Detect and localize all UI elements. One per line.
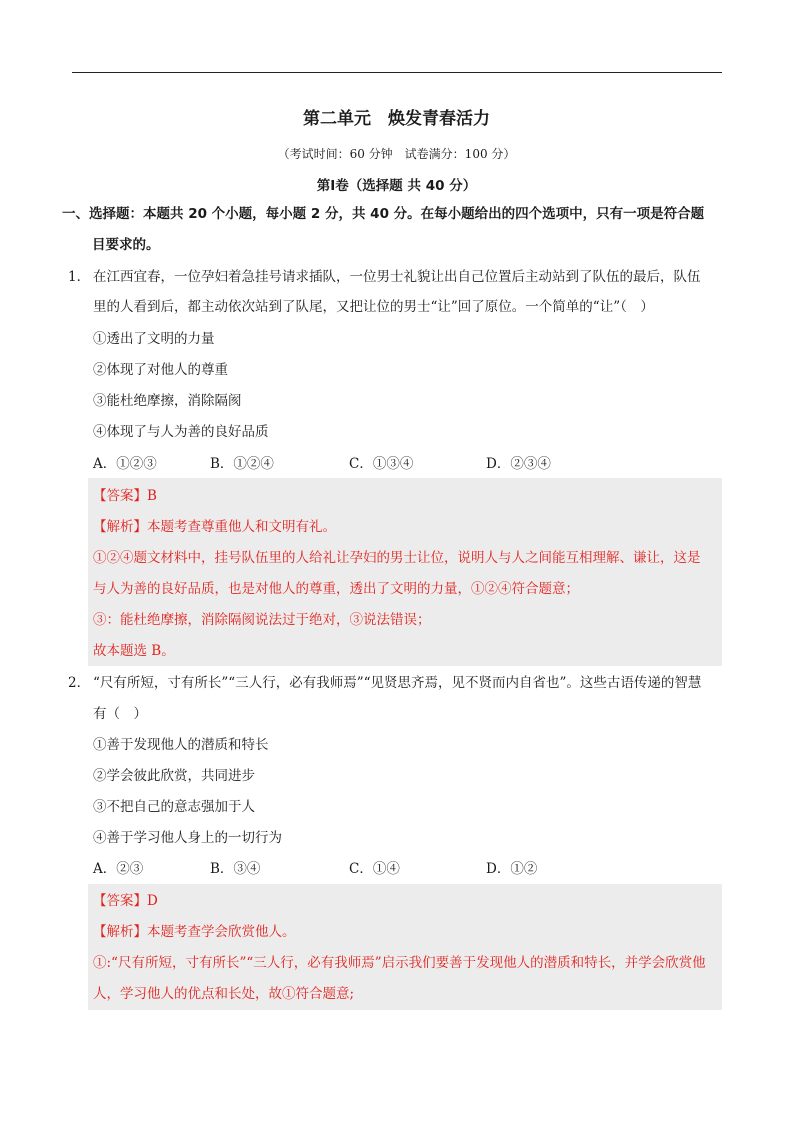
- top-rule: [72, 72, 722, 73]
- question-1-statement: ③能杜绝摩擦，消除隔阂: [93, 393, 242, 409]
- question-1-statement: ④体现了与人为善的良好品质: [93, 424, 269, 440]
- exam-info: （考试时间：60 分钟 试卷满分：100 分）: [277, 147, 516, 161]
- question-2-statement: ③不把自己的意志强加于人: [93, 799, 255, 815]
- question-1-statement: ②体现了对他人的尊重: [93, 362, 228, 378]
- analysis-1-line: 故本题选 B。: [93, 643, 175, 659]
- question-2-option-b: B．③④: [210, 861, 261, 877]
- question-1-stem: 在江西宜春，一位孕妇着急挂号请求插队，一位男士礼貌让出自己位置后主动站到了队伍的最后，队伍: [93, 269, 701, 285]
- question-1-option-a: A．①②③: [93, 456, 157, 472]
- page-title: 第二单元 焕发青春活力: [303, 109, 490, 129]
- question-1-option-b: B．①②④: [210, 456, 274, 472]
- question-2-statement: ④善于学习他人身上的一切行为: [93, 830, 282, 846]
- question-2-option-a: A．②③: [93, 861, 144, 877]
- analysis-2-title: 【解析】本题考查学会欣赏他人。: [93, 924, 296, 940]
- section-instructions-cont: 目要求的。: [92, 237, 160, 253]
- answer-2: 【答案】D: [93, 893, 158, 909]
- question-2-statement: ②学会彼此欣赏，共同进步: [93, 768, 255, 784]
- question-1-stem-cont: 里的人看到后，都主动依次站到了队尾，又把让位的男士“让”回了原位。一个简单的“让”（ ）: [93, 299, 654, 315]
- analysis-1-line: 与人为善的良好品质，也是对他人的尊重，透出了文明的力量，①②④符合题意；: [93, 581, 579, 597]
- question-2-option-d: D．①②: [486, 861, 538, 877]
- section-instructions: 一、选择题：本题共 20 个小题，每小题 2 分，共 40 分。在每小题给出的四个选项中，只有一项是符合题: [62, 206, 705, 222]
- analysis-1-line: ③：能杜绝摩擦，消除隔阂说法过于绝对，③说法错误；: [93, 612, 431, 628]
- question-2-statement: ①善于发现他人的潜质和特长: [93, 737, 269, 753]
- analysis-2-line: 人，学习他人的优点和长处，故①符合题意;: [93, 986, 355, 1002]
- question-2-stem: “尺有所短，寸有所长”“三人行，必有我师焉”“见贤思齐焉，见不贤而内自省也”。这些古语传递的智慧: [93, 675, 702, 691]
- part-heading: 第Ⅰ卷（选择题 共 40 分）: [316, 178, 477, 194]
- question-2-option-c: C．①④: [349, 861, 400, 877]
- answer-1: 【答案】B: [93, 488, 157, 504]
- question-1-option-d: D．②③④: [486, 456, 551, 472]
- analysis-1-line: ①②④题文材料中，挂号队伍里的人给礼让孕妇的男士让位，说明人与人之间能互相理解、谦让，这是: [93, 550, 701, 566]
- question-2-number: 2．: [68, 675, 91, 691]
- question-1-statement: ①透出了文明的力量: [93, 331, 215, 347]
- answer-block-2: [88, 884, 722, 1010]
- question-1-option-c: C．①③④: [349, 456, 414, 472]
- question-2-stem-cont: 有（ ）: [93, 706, 147, 722]
- analysis-1-title: 【解析】本题考查尊重他人和文明有礼。: [93, 519, 336, 535]
- analysis-2-line: ①:“尺有所短，寸有所长”“三人行，必有我师焉”启示我们要善于发现他人的潜质和特长，并学会欣赏他: [93, 955, 706, 971]
- answer-block-1: [88, 478, 722, 666]
- question-1-number: 1．: [68, 269, 91, 285]
